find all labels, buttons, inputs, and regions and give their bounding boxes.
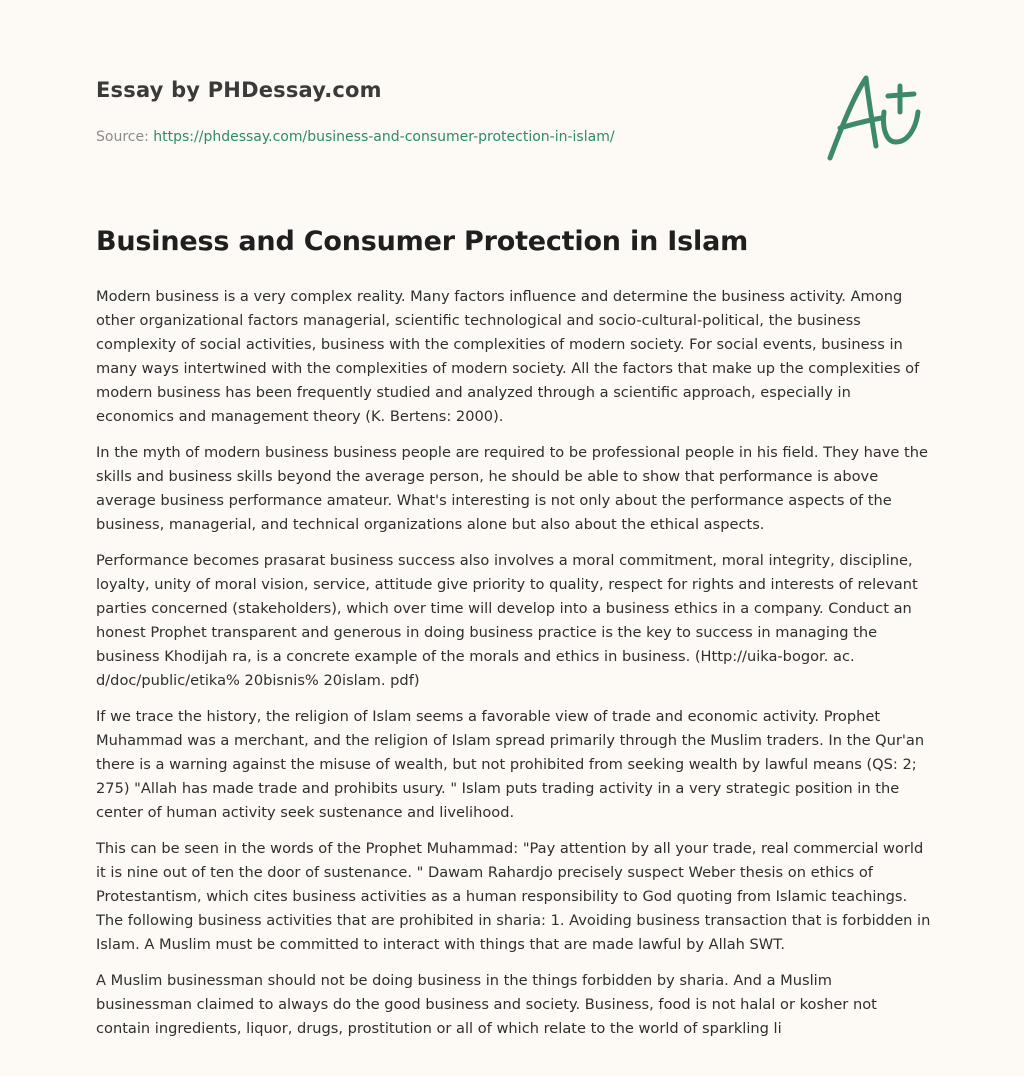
- essay-paragraph: If we trace the history, the religion of Islam seems a favorable view of trade and economic activity. Prophet Muhammad was a merchant, and the religion of Islam spread primarily through the Muslim traders. In the Qur'an there is a warning against the misuse of wealth, but not prohibited from seeking wealth by lawful means (QS: 2; 275) "Allah has made trade and prohibits usury. " Islam puts trading activity in a very strategic position in the center of human activity seek sustenance and livelihood.: [96, 708, 925, 821]
- source-line: [96, 129, 796, 145]
- essay-paragraph: Modern business is a very complex reality. Many factors influence and determine the business activity. Among other organizational factors managerial, scientific technological and socio-cultural-political, the business complexity of social activities, business with the complexities of modern society. For social events, business in many ways intertwined with the complexities of modern society. All the factors that make up the complexities of modern business has been frequently studied and analyzed through a scientific approach, especially in economics and management theory (K. Bertens: 2000).: [96, 288, 920, 425]
- site-brand: Essay by PHDessay.com: [96, 78, 382, 102]
- source-label: Source:: [96, 129, 154, 145]
- page-header: [96, 78, 796, 145]
- essay-paragraph: This can be seen in the words of the Prophet Muhammad: "Pay attention by all your trade, real commercial world it is nine out of ten the door of sustenance. " Dawam Rahardjo precisely suspect Weber thesis on ethics of Protestantism, which cites business activities as a human responsibility to God quoting from Islamic teachings. The following business activities that are prohibited in sharia: 1. Avoiding business transaction that is forbidden in Islam. A Muslim must be committed to interact with things that are made lawful by Allah SWT.: [96, 840, 931, 953]
- essay-paragraph: In the myth of modern business business people are required to be professional people in his field. They have the skills and business skills beyond the average person, he should be able to show that performance is above average business performance amateur. What's interesting is not only about the performance aspects of the business, managerial, and technical organizations alone but also about the ethical aspects.: [96, 444, 928, 533]
- essay-body: [96, 285, 932, 1053]
- essay-paragraph: Performance becomes prasarat business success also involves a moral commitment, moral integrity, discipline, loyalty, unity of moral vision, service, attitude give priority to quality, respect for rights and interests of relevant parties concerned (stakeholders), which over time will develop into a business ethics in a company. Conduct an honest Prophet transparent and generous in doing business practice is the key to success in managing the business Khodijah ra, is a concrete example of the morals and ethics in business. (Http://uika-bogor. ac. d/doc/public/etika% 20bisnis% 20islam. pdf): [96, 552, 918, 689]
- source-link[interactable]: https://phdessay.com/business-and-consumer-protection-in-islam/: [153, 129, 615, 145]
- essay-title: Business and Consumer Protection in Islam: [96, 226, 749, 257]
- a-plus-logo-icon: [820, 66, 930, 166]
- essay-paragraph: A Muslim businessman should not be doing business in the things forbidden by sharia. And a Muslim businessman claimed to always do the good business and society. Business, food is not halal or kosher not contain ingredients, liquor, drugs, prostitution or all of which relate to the world of sparkling li: [96, 972, 877, 1037]
